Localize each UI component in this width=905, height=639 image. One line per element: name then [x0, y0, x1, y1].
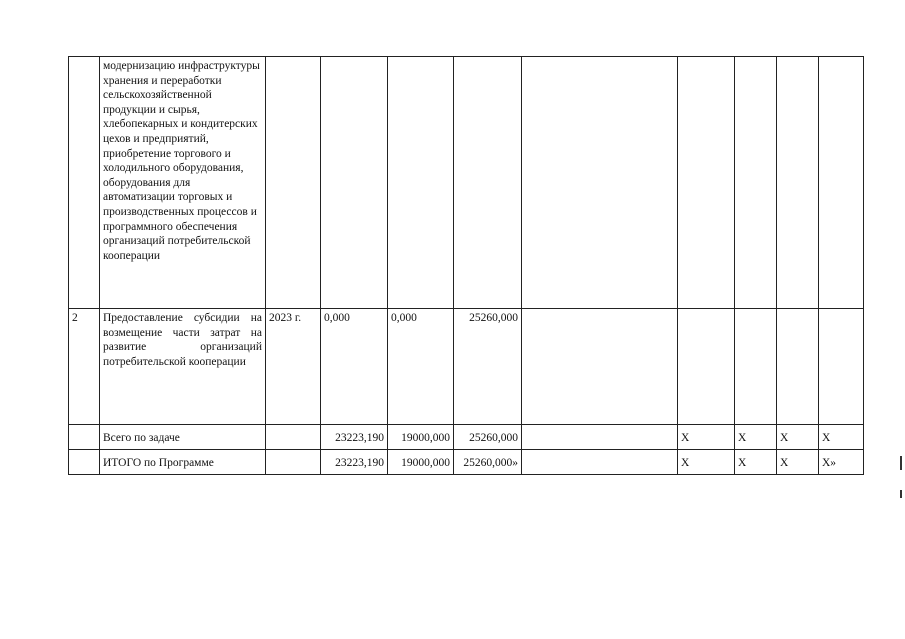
row-number-cell: [69, 450, 100, 475]
value-cell-3: 25260,000»: [454, 450, 522, 475]
program-table: [68, 56, 864, 475]
mark-cell-2: [735, 309, 777, 425]
table-row: [69, 450, 864, 475]
description-cell: Предоставление субсидии на возмещение части затрат на развитие организаций потребительской кооперации: [100, 309, 266, 425]
row-number-cell: [69, 425, 100, 450]
empty-cell: [522, 450, 678, 475]
value-cell-1: 0,000: [321, 309, 388, 425]
empty-cell: [522, 57, 678, 309]
mark-cell-4: X»: [819, 450, 864, 475]
mark-cell-1: X: [678, 450, 735, 475]
value-cell-2: 0,000: [388, 309, 454, 425]
value-cell-3: 25260,000: [454, 309, 522, 425]
table-row: [69, 57, 864, 309]
mark-cell-3: [777, 309, 819, 425]
row-number-cell: 2: [69, 309, 100, 425]
year-cell: [266, 450, 321, 475]
mark-cell-3: X: [777, 425, 819, 450]
mark-cell-4: [819, 309, 864, 425]
mark-cell-3: [777, 57, 819, 309]
mark-cell-2: [735, 57, 777, 309]
scan-edge-mark: [900, 456, 902, 470]
row-number-cell: [69, 57, 100, 309]
mark-cell-1: [678, 57, 735, 309]
description-cell: ИТОГО по Программе: [100, 450, 266, 475]
mark-cell-4: [819, 57, 864, 309]
value-cell-1: 23223,190: [321, 425, 388, 450]
description-cell: Всего по задаче: [100, 425, 266, 450]
value-cell-2: 19000,000: [388, 425, 454, 450]
value-cell-1: [321, 57, 388, 309]
mark-cell-2: X: [735, 425, 777, 450]
year-cell: [266, 425, 321, 450]
mark-cell-3: X: [777, 450, 819, 475]
scan-edge-mark: [900, 490, 902, 498]
description-cell: модернизацию инфраструктуры хранения и переработки сельскохозяйственной продукции и сырья, хлебопекарных и кондитерских цехов и предприятий, приобретение торгового и холодильного оборудования, оборудования для автоматизации торговых и производственных процессов и программного обеспечения организаций потребительской кооперации: [100, 57, 266, 309]
year-cell: [266, 57, 321, 309]
value-cell-3: 25260,000: [454, 425, 522, 450]
mark-cell-4: X: [819, 425, 864, 450]
table-row: [69, 425, 864, 450]
year-cell: 2023 г.: [266, 309, 321, 425]
empty-cell: [522, 425, 678, 450]
empty-cell: [522, 309, 678, 425]
value-cell-2: [388, 57, 454, 309]
mark-cell-2: X: [735, 450, 777, 475]
mark-cell-1: [678, 309, 735, 425]
value-cell-1: 23223,190: [321, 450, 388, 475]
table-row: [69, 309, 864, 425]
value-cell-2: 19000,000: [388, 450, 454, 475]
mark-cell-1: X: [678, 425, 735, 450]
value-cell-3: [454, 57, 522, 309]
